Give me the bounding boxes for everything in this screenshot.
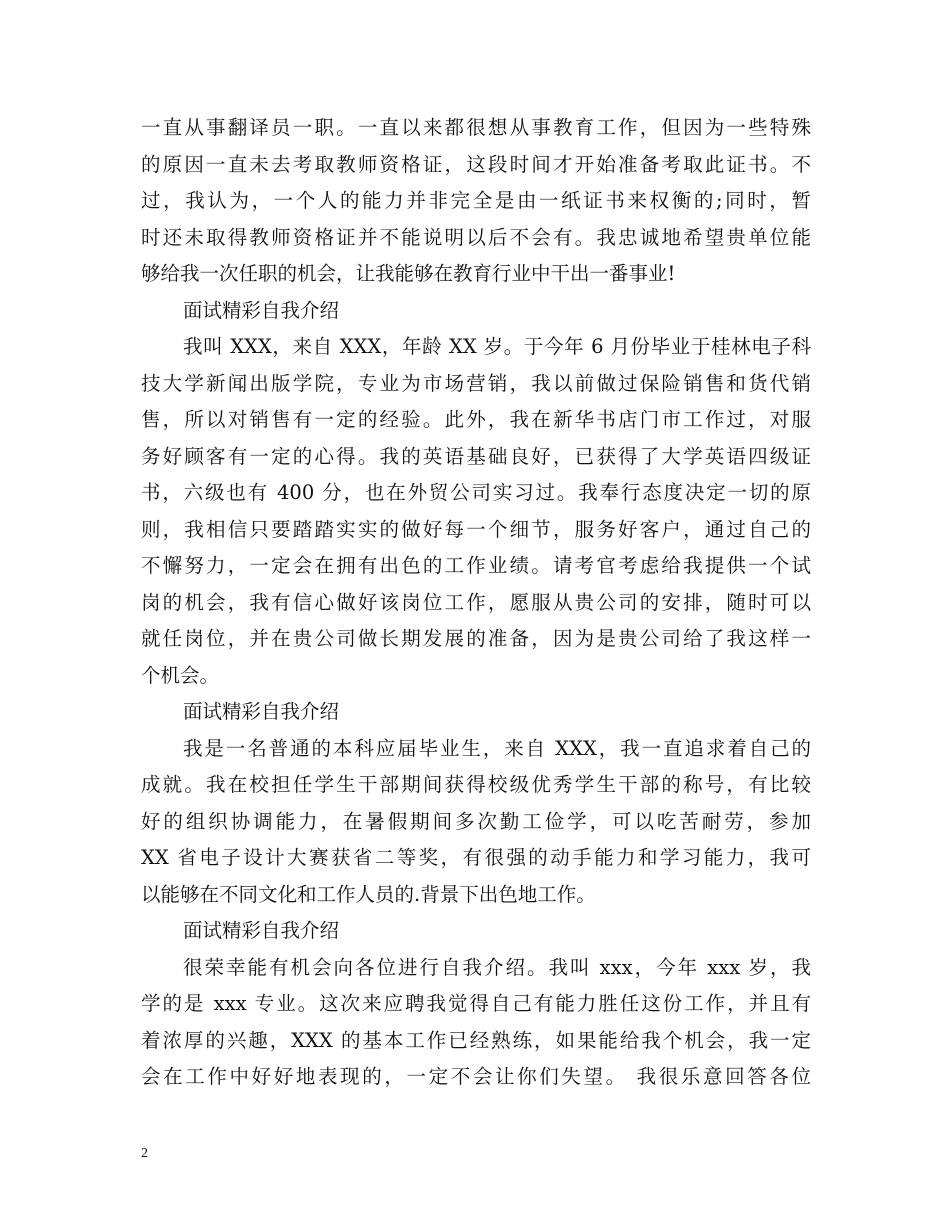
text-line: 岗的机会，我有信心做好该岗位工作，愿服从贵公司的安排，随时可以 xyxy=(141,590,811,614)
text-line: 很荣幸能有机会向各位进行自我介绍。我叫 xxx，今年 xxx 岁，我 xyxy=(183,955,811,979)
page-number: 2 xyxy=(141,1146,148,1161)
document-body xyxy=(141,110,811,1096)
text-line: 以能够在不同文化和工作人员的.背景下出色地工作。 xyxy=(141,882,596,906)
text-line: 就任岗位，并在贵公司做长期发展的准备，因为是贵公司给了我这样一 xyxy=(141,627,811,650)
text-line: XX 省电子设计大赛获省二等奖，有很强的动手能力和学习能力，我可 xyxy=(141,846,811,869)
text-line: 过，我认为，一个人的能力并非完全是由一纸证书来权衡的;同时，暂 xyxy=(141,189,811,212)
text-line: 技大学新闻出版学院，专业为市场营销，我以前做过保险销售和货代销 xyxy=(141,371,811,395)
heading-text: 面试精彩自我介绍 xyxy=(183,919,340,942)
text-line: 好的组织协调能力，在暑假期间多次勤工俭学，可以吃苦耐劳，参加 xyxy=(141,809,811,833)
heading-text: 面试精彩自我介绍 xyxy=(183,298,340,322)
text-line: 我叫 XXX，来自 XXX，年龄 XX 岁。于今年 6 月份毕业于桂林电子科 xyxy=(183,335,811,358)
text-line: 书，六级也有 400 分，也在外贸公司实习过。我奉行态度决定一切的原 xyxy=(141,481,811,504)
text-line: 学的是 xxx 专业。这次来应聘我觉得自己有能力胜任这份工作，并且有 xyxy=(141,992,811,1015)
text-line: 务好顾客有一定的心得。我的英语基础良好，已获得了大学英语四级证 xyxy=(141,444,811,468)
text-line: 一直从事翻译员一职。一直以来都很想从事教育工作，但因为一些特殊 xyxy=(141,116,811,139)
heading-text: 面试精彩自我介绍 xyxy=(183,700,340,723)
text-line: 个机会。 xyxy=(141,663,220,687)
section-heading xyxy=(141,293,811,330)
paragraph xyxy=(141,329,811,694)
paragraph xyxy=(141,731,811,914)
text-line: 我是一名普通的本科应届毕业生，来自 XXX，我一直追求着自己的 xyxy=(183,736,811,760)
text-line: 的原因一直未去考取教师资格证，这段时间才开始准备考取此证书。不 xyxy=(141,152,811,176)
section-heading xyxy=(141,913,811,950)
text-line: 会在工作中好好地表现的，一定不会让你们失望。 我很乐意回答各位 xyxy=(141,1065,811,1088)
paragraph xyxy=(141,950,811,1096)
text-line: 售，所以对销售有一定的经验。此外，我在新华书店门市工作过，对服 xyxy=(141,408,811,431)
text-line: 够给我一次任职的机会，让我能够在教育行业中干出一番事业! xyxy=(141,262,676,285)
text-line: 不懈努力，一定会在拥有出色的工作业绩。请考官考虑给我提供一个试 xyxy=(141,554,811,577)
paragraph xyxy=(141,110,811,293)
section-heading xyxy=(141,694,811,731)
text-line: 着浓厚的兴趣，XXX 的基本工作已经熟练，如果能给我个机会，我一定 xyxy=(141,1028,811,1052)
text-line: 则，我相信只要踏踏实实的做好每一个细节，服务好客户，通过自己的 xyxy=(141,517,811,541)
text-line: 时还未取得教师资格证并不能说明以后不会有。我忠诚地希望贵单位能 xyxy=(141,225,811,249)
text-line: 成就。我在校担任学生干部期间获得校级优秀学生干部的称号，有比较 xyxy=(141,773,811,796)
